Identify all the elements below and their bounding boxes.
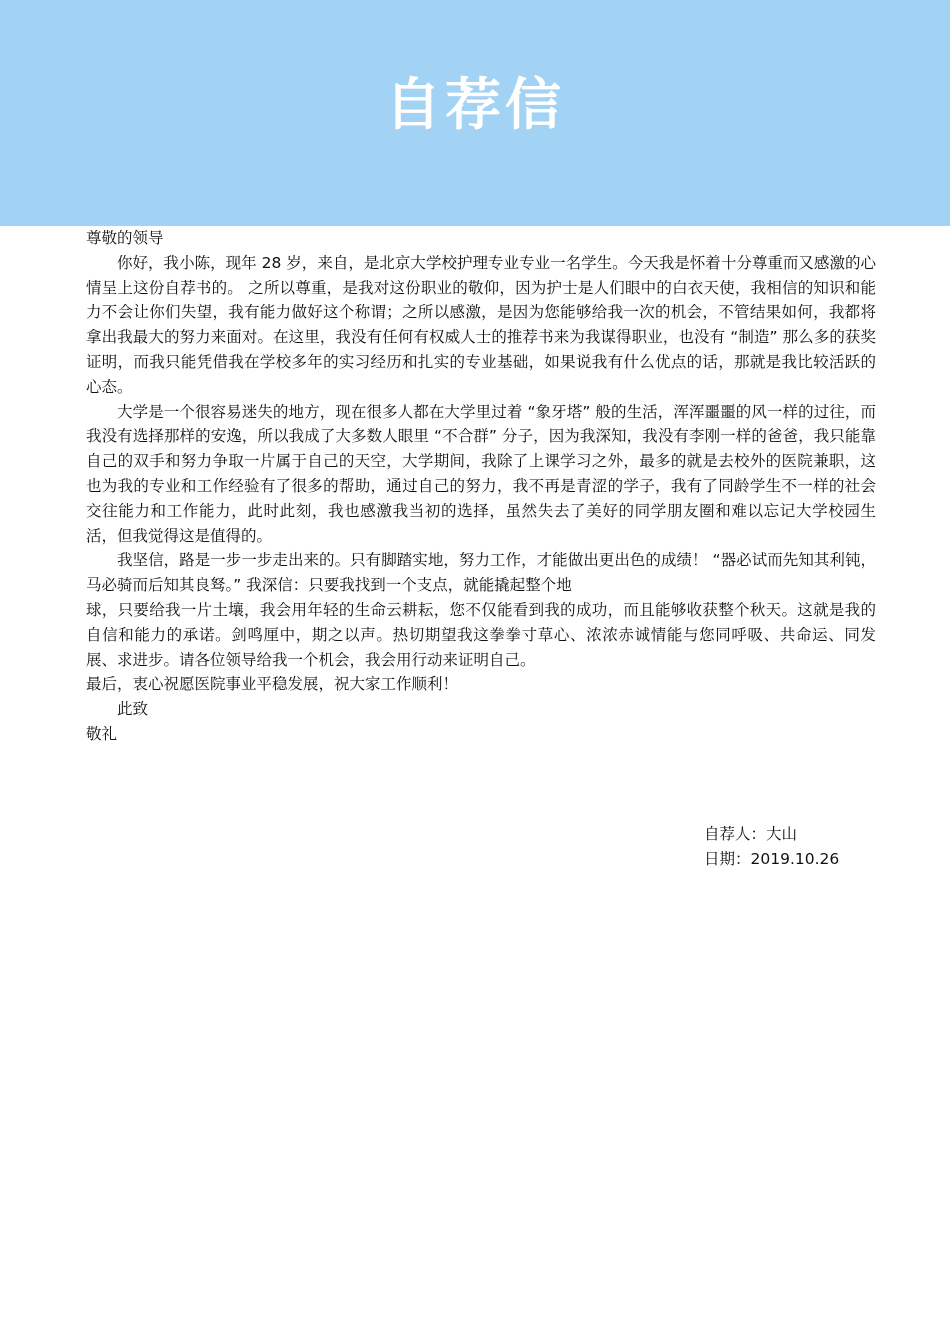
paragraph-belief: 我坚信，路是一步一步走出来的。只有脚踏实地，努力工作，才能做出更出色的成绩！ “器必试而先知其利钝，马必骑而后知其良驽。” 我深信：只要我找到一个支点，就能撬起整个地 bbox=[86, 551, 876, 595]
closing-cizhi: 此致 bbox=[117, 700, 149, 719]
paragraph-commitment: 球，只要给我一片土壤，我会用年轻的生命云耕耘，您不仅能看到我的成功，而且能够收获整个秋天。这就是我的自信和能力的承诺。剑鸣厘中，期之以声。热切期望我这拳拳寸草心、浓浓赤诚情能与您同呼吸、共命运、同发展、求进步。请各位领导给我一个机会，我会用行动来证明自己。 bbox=[86, 600, 876, 669]
paragraph-university: 大学是一个很容易迷失的地方，现在很多人都在大学里过着 “象牙塔” 般的生活，浑浑噩噩的风一样的过往，而我没有选择那样的安逸，所以我成了大多数人眼里 “不合群” 分子，因为我深知，我没有李刚一样的爸爸，我只能靠自己的双手和努力争取一片属于自己的天空，大学期间，我除了上课学习之外，最多的就是去校外的医院兼职，这也为我的专业和工作经验有了很多的帮助，通过自己的努力，我不再是青涩的学子，我有了同龄学生不一样的社会交往能力和工作能力，此时此刻，我也感激我当初的选择，虽然失去了美好的同学朋友圈和难以忘记大学校园生活，但我觉得这是值得的。 bbox=[86, 402, 876, 545]
header-band bbox=[0, 0, 950, 226]
page-title: 自荐信 bbox=[385, 73, 565, 138]
paragraph-wishes: 最后，衷心祝愿医院事业平稳发展，祝大家工作顺利！ bbox=[86, 675, 459, 694]
salutation: 尊敬的领导 bbox=[86, 229, 164, 247]
letter-body bbox=[86, 226, 876, 747]
signature-date: 日期：2019.10.26 bbox=[704, 849, 840, 868]
signature-author: 自荐人：大山 bbox=[704, 825, 798, 843]
closing-jingli: 敬礼 bbox=[86, 724, 118, 743]
paragraph-intro: 你好，我小陈，现年 28 岁，来自，是北京大学校护理专业专业一名学生。今天我是怀着十分尊重而又感激的心情呈上这份自荐书的。 之所以尊重，是我对这份职业的敬仰，因为护士是人们眼中的白衣天使，我相信的知识和能力不会让你们失望，我有能力做好这个称谓；之所以感激，是因为您能够给我一次的机会，不管结果如何，我都将拿出我最大的努力来面对。在这里，我没有任何有权威人士的推荐书来为我谋得职业，也没有 “制造” 那么多的获奖证明，而我只能凭借我在学校多年的实习经历和扎实的专业基础，如果说我有什么优点的话，那就是我比较活跃的心态。 bbox=[86, 253, 876, 396]
signature-block bbox=[704, 822, 839, 872]
